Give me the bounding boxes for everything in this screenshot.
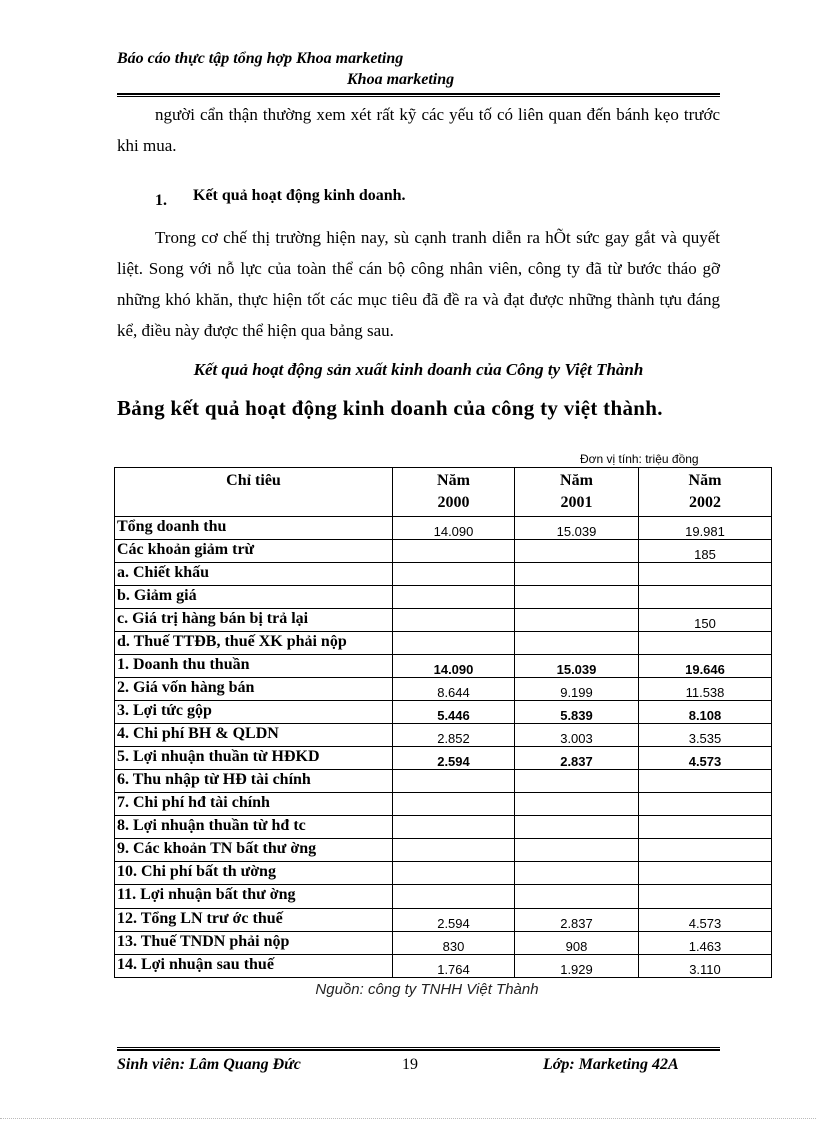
paragraph-intro: người cẩn thận thường xem xét rất kỹ các yếu tố có liên quan đến bánh kẹo trước khi mua. xyxy=(117,105,720,155)
table-row xyxy=(115,770,772,793)
column-header-2001: Năm 2001 xyxy=(515,468,639,517)
cell-2001 xyxy=(515,540,639,563)
table-source: Nguồn: công ty TNHH Việt Thành xyxy=(315,981,539,998)
row-label: 8. Lợi nhuận thuần từ hđ tc xyxy=(115,816,393,839)
cell-2000: 2.852 xyxy=(393,724,515,747)
column-header-indicator: Chỉ tiêu xyxy=(115,468,393,517)
cell-2000 xyxy=(393,839,515,862)
section-title: Kết quả hoạt động kinh doanh. xyxy=(193,187,406,204)
table-row xyxy=(115,563,772,586)
cell-2000: 2.594 xyxy=(393,747,515,770)
cell-2000 xyxy=(393,563,515,586)
table-header-row xyxy=(115,468,772,517)
section-number: 1. xyxy=(155,192,167,209)
row-label: Tổng doanh thu xyxy=(115,517,393,540)
cell-2001 xyxy=(515,609,639,632)
header-rule-thin xyxy=(117,96,720,97)
column-header-2000: Năm 2000 xyxy=(393,468,515,517)
cell-2000 xyxy=(393,793,515,816)
paragraph-results: Trong cơ chế thị trường hiện nay, sù cạnh tranh diễn ra hÕt sức gay gắt và quyết liệt. Song với nỗ lực của toàn thể cán bộ công nhân viên, công ty đã từ bước tháo gỡ những khó khăn, thực hiện tốt các mục tiêu đã đề ra và đạt được những thành tựu đáng kể, điều này được thể hiện qua bảng sau. xyxy=(117,228,720,340)
results-table xyxy=(114,467,772,978)
page-number: 19 xyxy=(402,1056,418,1073)
table-caption-title: Bảng kết quả hoạt động kinh doanh của công ty việt thành. xyxy=(117,396,663,420)
row-label: d. Thuế TTĐB, thuế XK phải nộp xyxy=(115,632,393,655)
section-heading xyxy=(155,187,406,209)
cell-2000 xyxy=(393,885,515,909)
row-label: 1. Doanh thu thuần xyxy=(115,655,393,678)
cell-2000: 1.764 xyxy=(393,955,515,978)
footer-student: Sinh viên: Lâm Quang Đức xyxy=(117,1056,301,1073)
header-title: Báo cáo thực tập tổng hợp Khoa marketing xyxy=(117,50,404,67)
cell-2000: 5.446 xyxy=(393,701,515,724)
table-row xyxy=(115,885,772,909)
cell-2001 xyxy=(515,839,639,862)
cell-2001: 5.839 xyxy=(515,701,639,724)
row-label: b. Giảm giá xyxy=(115,586,393,609)
cell-2000 xyxy=(393,770,515,793)
header-department: Khoa marketing xyxy=(347,71,455,88)
cell-2000 xyxy=(393,609,515,632)
row-label: 10. Chi phí bất th ường xyxy=(115,862,393,885)
table-row xyxy=(115,678,772,701)
cell-2002: 150 xyxy=(639,609,772,632)
row-label: 12. Tổng LN trư ớc thuế xyxy=(115,909,393,932)
column-header-2002: Năm 2002 xyxy=(639,468,772,517)
row-label: Các khoản giảm trừ xyxy=(115,540,393,563)
cell-2001 xyxy=(515,770,639,793)
cell-2001: 9.199 xyxy=(515,678,639,701)
table-row xyxy=(115,747,772,770)
cell-2001 xyxy=(515,885,639,909)
cell-2000 xyxy=(393,632,515,655)
cell-2001 xyxy=(515,793,639,816)
row-label: 13. Thuế TNDN phải nộp xyxy=(115,932,393,955)
table-row xyxy=(115,724,772,747)
cell-2002: 4.573 xyxy=(639,747,772,770)
cell-2001: 2.837 xyxy=(515,747,639,770)
row-label: 5. Lợi nhuận thuần từ HĐKD xyxy=(115,747,393,770)
page-edge xyxy=(0,1118,816,1119)
unit-label: Đơn vị tính: triệu đồng xyxy=(580,452,699,466)
table-row xyxy=(115,955,772,978)
row-label: 2. Giá vốn hàng bán xyxy=(115,678,393,701)
row-label: 9. Các khoản TN bất thư ờng xyxy=(115,839,393,862)
cell-2001: 908 xyxy=(515,932,639,955)
cell-2001 xyxy=(515,632,639,655)
row-label: 7. Chi phí hđ tài chính xyxy=(115,793,393,816)
table-row xyxy=(115,816,772,839)
cell-2001: 15.039 xyxy=(515,517,639,540)
cell-2002 xyxy=(639,770,772,793)
table-row xyxy=(115,632,772,655)
cell-2002: 11.538 xyxy=(639,678,772,701)
cell-2002: 4.573 xyxy=(639,909,772,932)
cell-2002 xyxy=(639,586,772,609)
table-row xyxy=(115,701,772,724)
table-row xyxy=(115,862,772,885)
table-row xyxy=(115,540,772,563)
cell-2000 xyxy=(393,862,515,885)
row-label: 14. Lợi nhuận sau thuế xyxy=(115,955,393,978)
cell-2002: 8.108 xyxy=(639,701,772,724)
row-label: 6. Thu nhập từ HĐ tài chính xyxy=(115,770,393,793)
cell-2001 xyxy=(515,816,639,839)
cell-2001 xyxy=(515,586,639,609)
cell-2000: 14.090 xyxy=(393,655,515,678)
cell-2001: 2.837 xyxy=(515,909,639,932)
cell-2002 xyxy=(639,632,772,655)
row-label: a. Chiết khấu xyxy=(115,563,393,586)
cell-2001 xyxy=(515,563,639,586)
cell-2002 xyxy=(639,839,772,862)
table-row xyxy=(115,609,772,632)
cell-2000 xyxy=(393,586,515,609)
cell-2002: 185 xyxy=(639,540,772,563)
cell-2001 xyxy=(515,862,639,885)
table-row xyxy=(115,932,772,955)
table-row xyxy=(115,655,772,678)
cell-2002 xyxy=(639,793,772,816)
footer-rule-thin xyxy=(117,1047,720,1048)
table-row xyxy=(115,586,772,609)
cell-2000: 14.090 xyxy=(393,517,515,540)
cell-2002 xyxy=(639,563,772,586)
cell-2001: 1.929 xyxy=(515,955,639,978)
table-row xyxy=(115,517,772,540)
cell-2002 xyxy=(639,885,772,909)
cell-2002: 19.981 xyxy=(639,517,772,540)
cell-2002: 3.110 xyxy=(639,955,772,978)
cell-2002: 19.646 xyxy=(639,655,772,678)
footer-rule xyxy=(117,1049,720,1051)
cell-2002 xyxy=(639,862,772,885)
cell-2000 xyxy=(393,540,515,563)
row-label: 11. Lợi nhuận bất thư ờng xyxy=(115,885,393,909)
cell-2000: 8.644 xyxy=(393,678,515,701)
table-row xyxy=(115,909,772,932)
cell-2000 xyxy=(393,816,515,839)
header-rule xyxy=(117,93,720,95)
cell-2002 xyxy=(639,816,772,839)
cell-2002: 1.463 xyxy=(639,932,772,955)
row-label: 4. Chi phí BH & QLDN xyxy=(115,724,393,747)
table-caption-italic: Kết quả hoạt động sản xuất kinh doanh của Công ty Việt Thành xyxy=(193,360,644,379)
table-row xyxy=(115,839,772,862)
footer-class: Lớp: Marketing 42A xyxy=(543,1056,679,1073)
cell-2001: 15.039 xyxy=(515,655,639,678)
cell-2002: 3.535 xyxy=(639,724,772,747)
cell-2000: 830 xyxy=(393,932,515,955)
row-label: c. Giá trị hàng bán bị trả lại xyxy=(115,609,393,632)
cell-2001: 3.003 xyxy=(515,724,639,747)
table-row xyxy=(115,793,772,816)
cell-2000: 2.594 xyxy=(393,909,515,932)
row-label: 3. Lợi tức gộp xyxy=(115,701,393,724)
table-body xyxy=(115,517,772,978)
